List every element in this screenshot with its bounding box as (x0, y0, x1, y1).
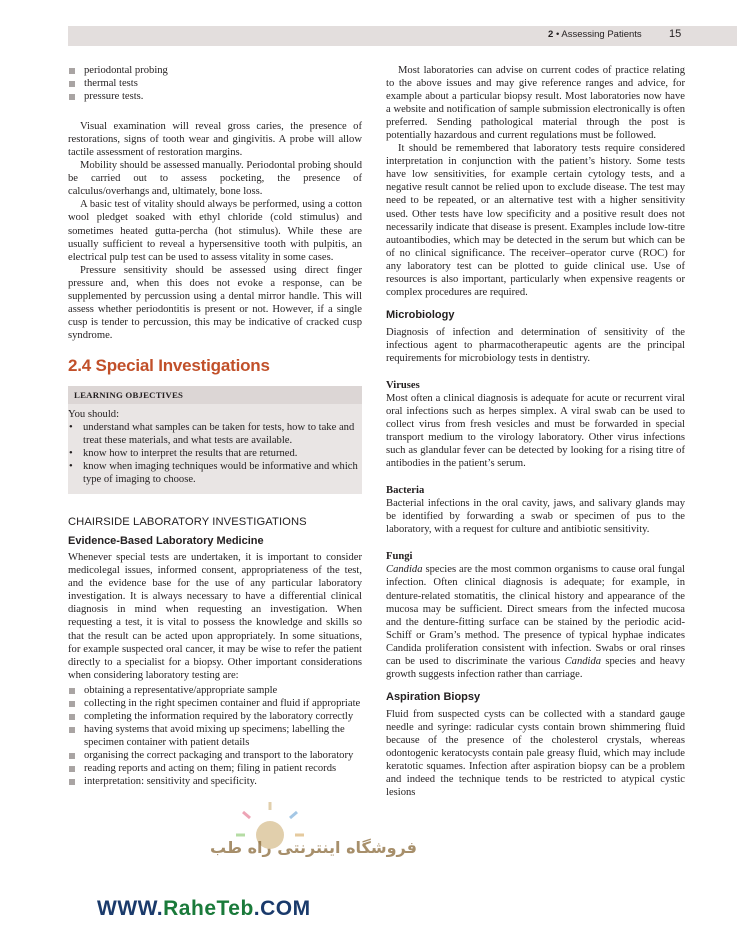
square-bullet-icon (69, 94, 75, 100)
chapter-number: 2 (548, 29, 554, 40)
viruses-heading: Viruses (386, 379, 420, 391)
square-bullet-icon (69, 714, 75, 720)
chapter-title: Assessing Patients (561, 29, 642, 40)
objectives-intro: You should: (68, 408, 120, 420)
aspiration-biopsy-heading: Aspiration Biopsy (386, 690, 481, 703)
square-bullet-icon (69, 779, 75, 785)
ebm-heading: Evidence-Based Laboratory Medicine (68, 535, 264, 548)
bullet-dot-icon: • (69, 448, 73, 460)
body-paragraph: Mobility should be assessed manually. Periodontal probing should be carried out to assess pocketing, the presence of calculus/overhangs and, ultimately, bone loss. (68, 160, 362, 198)
list-item: reading reports and acting on them; filing in patient records (68, 762, 362, 775)
watermark-site-text: WWW.RaheTeb.COM (97, 897, 311, 920)
chairside-heading: CHAIRSIDE LABORATORY INVESTIGATIONS (68, 516, 307, 529)
list-item: • know how to interpret the results that are returned. (69, 448, 298, 460)
list-item: periodontal probing (68, 64, 362, 77)
assessment-bullet-list (68, 64, 362, 103)
list-item: completing the information required by the laboratory correctly (68, 710, 362, 723)
list-item: thermal tests (68, 77, 362, 90)
section-title: 2.4 Special Investigations (68, 355, 270, 375)
list-item: obtaining a representative/appropriate sample (68, 684, 362, 697)
italic-term: Candida (386, 564, 423, 576)
square-bullet-icon (69, 766, 75, 772)
body-paragraph: Most laboratories can advise on current codes of practice relating to the above issues and may give reference ranges and advice, for example about a particular biopsy result. Most laboratories now have a website and notification of sample submission electronically is often preferred. Sending pathological material through the post is potentially hazardous and current regulations must be followed. (386, 65, 685, 142)
body-paragraph: It should be remembered that laboratory tests require considered interpretation in conjunction with the patient’s history. Some tests have low sensitivities, for example certain cytology tests, and a negative result cannot be relied upon to exclude disease. The test may need to be repeated, or an alternative test with a higher sensitivity used. Other tests have low specificity and a positive result does not necessarily indicate that disease is present. Examples include low-titre autoantibodies, which may be detected in the serum but which can be of no clinical significance. The receiver–operator curve (ROC) for any laboratory test can be plotted to guide clinical use. Use of resources is also important, particularly when expensive reagents or complex procedures are required. (386, 143, 685, 298)
page-number: 15 (669, 28, 682, 40)
list-item: • know when imaging techniques would be informative and which type of imaging to choose. (69, 461, 358, 486)
list-item: having systems that avoid mixing up specimens; labelling the specimen container with patient details (68, 723, 362, 749)
body-paragraph: Pressure sensitivity should be assessed using direct finger pressure and, when this does not evoke a response, can be supplemented by percussion using a dental mirror handle. This will assess whether periodontitis is present or not. However, if a single cusp is tender to percussion, this may be indicative of cracked cusp syndrome. (68, 264, 362, 341)
square-bullet-icon (69, 727, 75, 733)
square-bullet-icon (69, 753, 75, 759)
learning-objectives-heading: LEARNING OBJECTIVES (68, 386, 362, 404)
list-item: interpretation: sensitivity and specificity. (68, 775, 362, 788)
running-header-title (548, 29, 648, 40)
body-paragraph: Candida species are the most common organisms to cause oral fungal infection. Often clinical diagnosis is adequate; for example, in denture-related stomatitis, the clinical history and appearance of the mucosa may be sufficient. Direct smears from the infected mucosa and the denture-fitting surface can be stained by the periodic acid-Schiff or Gram’s method. The presence of typical hyphae indicates Candida proliferation consistent with infection. Swabs or oral rinses can be used to discriminate the various Candida species and heavy growth suggests infection rather than carriage. (386, 564, 685, 680)
body-paragraph: Visual examination will reveal gross caries, the presence of restorations, signs of tooth wear and gingivitis. A probe will allow tactile assessment of restoration margins. (68, 121, 362, 159)
bullet-dot-icon: • (69, 461, 73, 473)
watermark-persian-text: فروشگاه اینترنتی راه طب (210, 838, 417, 857)
body-paragraph: Diagnosis of infection and determination of sensitivity of the infectious agent to pharmacotherapeutic agents are the principal requirements for microbiology tests in dentistry. (386, 326, 685, 364)
considerations-list (68, 684, 362, 788)
header-bullet: • (555, 29, 560, 40)
body-paragraph: Whenever special tests are undertaken, it is important to consider medicolegal issues, informed consent, appropriateness of the test, and the evidence base for the use of any particular laboratory investigation. It is always necessary to have a differential clinical diagnosis in mind when requesting an investigation. When requesting a test, it is vital to possess the knowledge and skills so that the result can be acted upon appropriately. In some situations, for example suspected oral cancer, it may be wise to refer the patient directly to a specialist for a biopsy. Other important considerations when considering laboratory testing are: (68, 552, 362, 681)
body-paragraph: Bacterial infections in the oral cavity, jaws, and salivary glands may be identified by forwarding a swab or specimen of pus to the laboratory, with a request for culture and antibiotic sensitivity. (386, 498, 685, 536)
square-bullet-icon (69, 81, 75, 87)
list-item: organising the correct packaging and transport to the laboratory (68, 749, 362, 762)
list-item: collecting in the right specimen container and fluid if appropriate (68, 697, 362, 710)
bacteria-heading: Bacteria (386, 485, 425, 497)
body-paragraph: A basic test of vitality should always be performed, using a cotton wool pledget soaked with ethyl chloride (cold stimulus) and sometimes heated gutta-percha (hot stimulus). While these are usually sufficient to reveal a hypersensitive tooth with pulpitis, an electrical pulp test can be used to assess vitality in some cases. (68, 199, 362, 263)
square-bullet-icon (69, 688, 75, 694)
fungi-heading: Fungi (386, 551, 413, 563)
square-bullet-icon (69, 701, 75, 707)
microbiology-heading: Microbiology (386, 308, 455, 321)
objectives-list (68, 421, 362, 486)
italic-term: Candida (564, 655, 602, 667)
left-column (68, 64, 362, 788)
list-item: • understand what samples can be taken for tests, how to take and treat these materials, and what tests are available. (69, 421, 355, 447)
body-paragraph: Most often a clinical diagnosis is adequate for acute or recurrent viral oral infections such as herpes simplex. A viral swab can be used to collect virus from fresh vesicles and must be forwarded in special transport medium to the virology laboratory. Other virus infections such as glandular fever can be detected by looking for a rising titre of antibodies in the patient’s serum. (386, 392, 685, 470)
body-paragraph: Fluid from suspected cysts can be collected with a standard gauge needle and syringe: radicular cysts contain brown shimmering fluid because of the presence of the cholesterol crystals, whereas odontogenic keratocysts contain pale greasy fluid, which may include keratotic squames. Infection after aspiration biopsy can be a problem and indeed the technique tends to be restricted to atypical cystic lesions (386, 708, 685, 799)
bullet-dot-icon: • (69, 421, 73, 433)
list-item: pressure tests. (68, 90, 362, 103)
square-bullet-icon (69, 68, 75, 74)
learning-objectives-box (68, 386, 362, 494)
right-column (386, 64, 685, 799)
